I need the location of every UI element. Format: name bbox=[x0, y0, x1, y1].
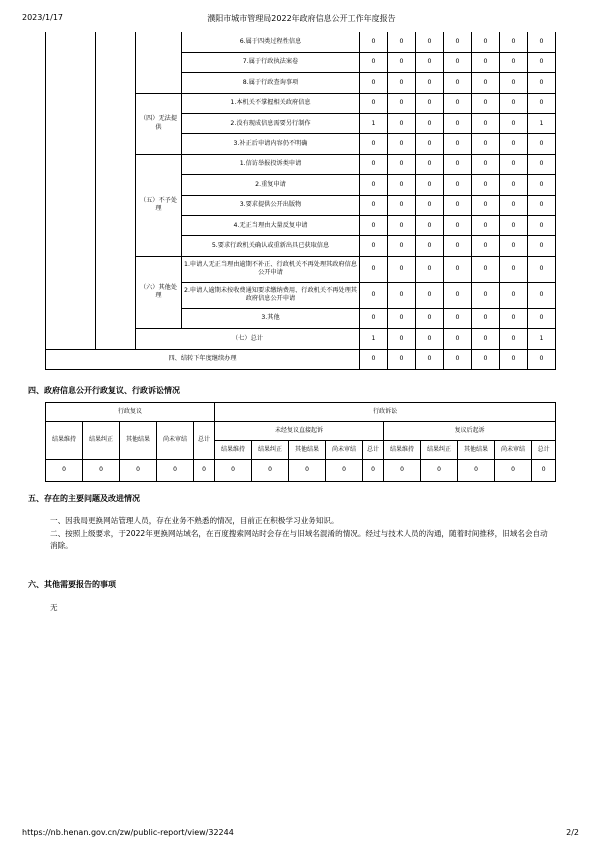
admin-litigation-header: 行政诉讼 bbox=[215, 403, 556, 422]
value-cell: 1 bbox=[360, 329, 388, 349]
row-label-cell: 2.重复申请 bbox=[182, 175, 360, 195]
page-header-title: 濮阳市城市管理局2022年政府信息公开工作年度报告 bbox=[207, 14, 396, 23]
value-cell: 0 bbox=[360, 282, 388, 308]
row-label-cell: 3.补正后申请内容仍不明确 bbox=[182, 134, 360, 154]
after-col-header: 其他结果 bbox=[458, 441, 495, 460]
group-label-cell: （四）无法提供 bbox=[136, 93, 182, 154]
value-cell: 0 bbox=[388, 32, 416, 52]
value-cell: 0 bbox=[472, 154, 500, 174]
carryover-label-cell: 四、结转下年度继续办理 bbox=[46, 349, 360, 369]
value-cell: 0 bbox=[472, 175, 500, 195]
review-value: 0 bbox=[157, 460, 194, 482]
value-cell: 0 bbox=[500, 114, 528, 134]
section-4-heading: 四、政府信息公开行政复议、行政诉讼情况 bbox=[28, 386, 180, 395]
value-cell: 0 bbox=[416, 256, 444, 282]
value-cell: 0 bbox=[388, 52, 416, 72]
value-cell: 0 bbox=[416, 32, 444, 52]
after-value: 0 bbox=[421, 460, 458, 482]
value-cell: 1 bbox=[528, 329, 556, 349]
value-cell: 0 bbox=[360, 175, 388, 195]
value-cell: 0 bbox=[472, 329, 500, 349]
review-value: 0 bbox=[120, 460, 157, 482]
direct-value: 0 bbox=[215, 460, 252, 482]
value-cell: 0 bbox=[360, 134, 388, 154]
value-cell: 0 bbox=[360, 308, 388, 328]
direct-col-header: 尚未审结 bbox=[326, 441, 363, 460]
direct-value: 0 bbox=[363, 460, 384, 482]
value-cell: 0 bbox=[388, 93, 416, 113]
value-cell: 0 bbox=[388, 175, 416, 195]
value-cell: 0 bbox=[444, 52, 472, 72]
review-col-header: 结果维持 bbox=[46, 422, 83, 460]
value-cell: 0 bbox=[528, 308, 556, 328]
value-cell: 0 bbox=[444, 216, 472, 236]
value-cell: 0 bbox=[444, 329, 472, 349]
value-cell: 0 bbox=[444, 32, 472, 52]
value-cell: 0 bbox=[500, 73, 528, 93]
value-cell: 0 bbox=[500, 154, 528, 174]
value-cell: 0 bbox=[472, 195, 500, 215]
value-cell: 0 bbox=[416, 154, 444, 174]
direct-col-header: 总计 bbox=[363, 441, 384, 460]
value-cell: 0 bbox=[388, 329, 416, 349]
value-cell: 0 bbox=[360, 32, 388, 52]
value-cell: 0 bbox=[416, 236, 444, 256]
value-cell: 0 bbox=[360, 216, 388, 236]
after-value: 0 bbox=[532, 460, 556, 482]
value-cell: 0 bbox=[500, 349, 528, 369]
review-col-header: 其他结果 bbox=[120, 422, 157, 460]
after-col-header: 总计 bbox=[532, 441, 556, 460]
after-value: 0 bbox=[384, 460, 421, 482]
value-cell: 0 bbox=[528, 32, 556, 52]
value-cell: 0 bbox=[416, 329, 444, 349]
value-cell: 1 bbox=[528, 114, 556, 134]
value-cell: 0 bbox=[472, 216, 500, 236]
value-cell: 0 bbox=[388, 216, 416, 236]
after-col-header: 结果维持 bbox=[384, 441, 421, 460]
value-cell: 0 bbox=[360, 349, 388, 369]
value-cell: 0 bbox=[360, 73, 388, 93]
value-cell: 0 bbox=[388, 114, 416, 134]
value-cell: 0 bbox=[528, 52, 556, 72]
value-cell: 0 bbox=[472, 236, 500, 256]
value-cell: 0 bbox=[444, 154, 472, 174]
value-cell: 0 bbox=[360, 52, 388, 72]
value-cell: 0 bbox=[388, 308, 416, 328]
row-label-cell: 2.申请人逾期未按收费通知要求缴纳费用、行政机关不再处理其政府信息公开申请 bbox=[182, 282, 360, 308]
section-5-heading: 五、存在的主要问题及改进情况 bbox=[28, 494, 140, 503]
value-cell: 0 bbox=[528, 256, 556, 282]
review-value: 0 bbox=[83, 460, 120, 482]
review-col-header: 结果纠正 bbox=[83, 422, 120, 460]
after-value: 0 bbox=[458, 460, 495, 482]
value-cell: 0 bbox=[444, 93, 472, 113]
direct-value: 0 bbox=[326, 460, 363, 482]
section-6-heading: 六、其他需要报告的事项 bbox=[28, 580, 116, 589]
value-cell: 0 bbox=[528, 236, 556, 256]
value-cell: 0 bbox=[416, 195, 444, 215]
value-cell: 0 bbox=[416, 282, 444, 308]
value-cell: 0 bbox=[388, 134, 416, 154]
value-cell: 0 bbox=[388, 256, 416, 282]
group-label-cell: （五）不予处理 bbox=[136, 154, 182, 256]
application-handling-table bbox=[45, 32, 556, 370]
value-cell: 0 bbox=[444, 308, 472, 328]
group-label-cell bbox=[136, 32, 182, 93]
print-date: 2023/1/17 bbox=[22, 13, 64, 22]
table-row bbox=[46, 32, 556, 52]
row-label-cell: 7.属于行政执法案卷 bbox=[182, 52, 360, 72]
value-cell: 0 bbox=[528, 154, 556, 174]
total-label-cell: （七）总计 bbox=[136, 329, 360, 349]
row-label-cell: 6.属于四类过程性信息 bbox=[182, 32, 360, 52]
value-cell: 0 bbox=[360, 154, 388, 174]
value-cell: 0 bbox=[472, 282, 500, 308]
review-value: 0 bbox=[194, 460, 215, 482]
value-cell: 0 bbox=[472, 349, 500, 369]
value-cell: 0 bbox=[416, 175, 444, 195]
value-cell: 0 bbox=[528, 195, 556, 215]
value-cell: 0 bbox=[528, 175, 556, 195]
direct-col-header: 其他结果 bbox=[289, 441, 326, 460]
value-cell: 0 bbox=[472, 32, 500, 52]
page-url: https://nb.henan.gov.cn/zw/public-report/view/32244 bbox=[22, 828, 234, 837]
value-cell: 0 bbox=[444, 236, 472, 256]
value-cell: 0 bbox=[472, 134, 500, 154]
value-cell: 0 bbox=[388, 73, 416, 93]
value-cell: 0 bbox=[444, 256, 472, 282]
other-matters-body: 无 bbox=[50, 603, 58, 612]
group-label-cell: （六）其他处理 bbox=[136, 256, 182, 328]
value-cell: 0 bbox=[528, 216, 556, 236]
value-cell: 0 bbox=[500, 216, 528, 236]
value-cell: 0 bbox=[360, 195, 388, 215]
page-number: 2/2 bbox=[566, 828, 579, 837]
value-cell: 0 bbox=[500, 134, 528, 154]
value-cell: 0 bbox=[388, 349, 416, 369]
review-value: 0 bbox=[46, 460, 83, 482]
row-label-cell: 3.其他 bbox=[182, 308, 360, 328]
value-cell: 0 bbox=[472, 93, 500, 113]
row-label-cell: 1.本机关不掌握相关政府信息 bbox=[182, 93, 360, 113]
value-cell: 0 bbox=[528, 93, 556, 113]
carryover-row bbox=[46, 349, 556, 369]
value-cell: 0 bbox=[416, 216, 444, 236]
sub-category-cell bbox=[96, 32, 136, 349]
value-cell: 0 bbox=[528, 73, 556, 93]
value-cell: 0 bbox=[388, 236, 416, 256]
value-cell: 0 bbox=[500, 175, 528, 195]
value-cell: 0 bbox=[416, 73, 444, 93]
row-label-cell: 1.申请人无正当理由逾期不补正、行政机关不再处理其政府信息公开申请 bbox=[182, 256, 360, 282]
value-cell: 0 bbox=[472, 52, 500, 72]
row-label-cell: 8.属于行政查询事项 bbox=[182, 73, 360, 93]
value-cell: 0 bbox=[528, 282, 556, 308]
value-cell: 0 bbox=[360, 256, 388, 282]
value-cell: 0 bbox=[360, 236, 388, 256]
value-cell: 1 bbox=[360, 114, 388, 134]
value-cell: 0 bbox=[500, 329, 528, 349]
value-cell: 0 bbox=[528, 349, 556, 369]
review-col-header: 尚未审结 bbox=[157, 422, 194, 460]
direct-value: 0 bbox=[252, 460, 289, 482]
value-cell: 0 bbox=[416, 349, 444, 369]
outer-category-cell bbox=[46, 32, 96, 349]
value-cell: 0 bbox=[500, 256, 528, 282]
value-cell: 0 bbox=[472, 308, 500, 328]
value-cell: 0 bbox=[500, 282, 528, 308]
value-cell: 0 bbox=[500, 93, 528, 113]
value-cell: 0 bbox=[500, 52, 528, 72]
value-cell: 0 bbox=[472, 73, 500, 93]
value-cell: 0 bbox=[528, 134, 556, 154]
value-cell: 0 bbox=[416, 93, 444, 113]
review-col-header: 总计 bbox=[194, 422, 215, 460]
review-litigation-table bbox=[45, 402, 556, 482]
direct-value: 0 bbox=[289, 460, 326, 482]
value-cell: 0 bbox=[360, 93, 388, 113]
value-cell: 0 bbox=[500, 308, 528, 328]
row-label-cell: 4.无正当理由大量反复申请 bbox=[182, 216, 360, 236]
value-cell: 0 bbox=[500, 32, 528, 52]
value-cell: 0 bbox=[416, 134, 444, 154]
after-col-header: 结果纠正 bbox=[421, 441, 458, 460]
value-cell: 0 bbox=[472, 256, 500, 282]
value-cell: 0 bbox=[444, 134, 472, 154]
value-cell: 0 bbox=[472, 114, 500, 134]
value-cell: 0 bbox=[500, 195, 528, 215]
value-cell: 0 bbox=[444, 349, 472, 369]
row-label-cell: 3.要求提供公开出版物 bbox=[182, 195, 360, 215]
admin-review-header: 行政复议 bbox=[46, 403, 215, 422]
value-cell: 0 bbox=[444, 195, 472, 215]
direct-col-header: 结果维持 bbox=[215, 441, 252, 460]
direct-suit-header: 未经复议直接起诉 bbox=[215, 422, 384, 441]
after-review-header: 复议后起诉 bbox=[384, 422, 556, 441]
value-cell: 0 bbox=[388, 195, 416, 215]
row-label-cell: 1.信访举报投诉类申请 bbox=[182, 154, 360, 174]
direct-col-header: 结果纠正 bbox=[252, 441, 289, 460]
row-label-cell: 2.没有现成信息需要另行制作 bbox=[182, 114, 360, 134]
problem-paragraph-2: 二、按照上级要求，于2022年更换网站域名，在百度搜索网站时会存在与旧域名混淆的情况。经过与技术人员的沟通，随着时间推移，旧域名会自动消除。 bbox=[50, 529, 548, 551]
value-cell: 0 bbox=[444, 114, 472, 134]
after-value: 0 bbox=[495, 460, 532, 482]
value-cell: 0 bbox=[416, 114, 444, 134]
value-cell: 0 bbox=[416, 308, 444, 328]
value-cell: 0 bbox=[500, 236, 528, 256]
value-cell: 0 bbox=[444, 282, 472, 308]
value-cell: 0 bbox=[444, 175, 472, 195]
row-label-cell: 5.要求行政机关确认或重新出具已获取信息 bbox=[182, 236, 360, 256]
value-cell: 0 bbox=[444, 73, 472, 93]
problem-paragraph-1: 一、因我局更换网站管理人员，存在业务不熟悉的情况，目前正在积极学习业务知识。 bbox=[50, 516, 339, 525]
value-cell: 0 bbox=[388, 282, 416, 308]
after-col-header: 尚未审结 bbox=[495, 441, 532, 460]
value-cell: 0 bbox=[416, 52, 444, 72]
value-cell: 0 bbox=[388, 154, 416, 174]
